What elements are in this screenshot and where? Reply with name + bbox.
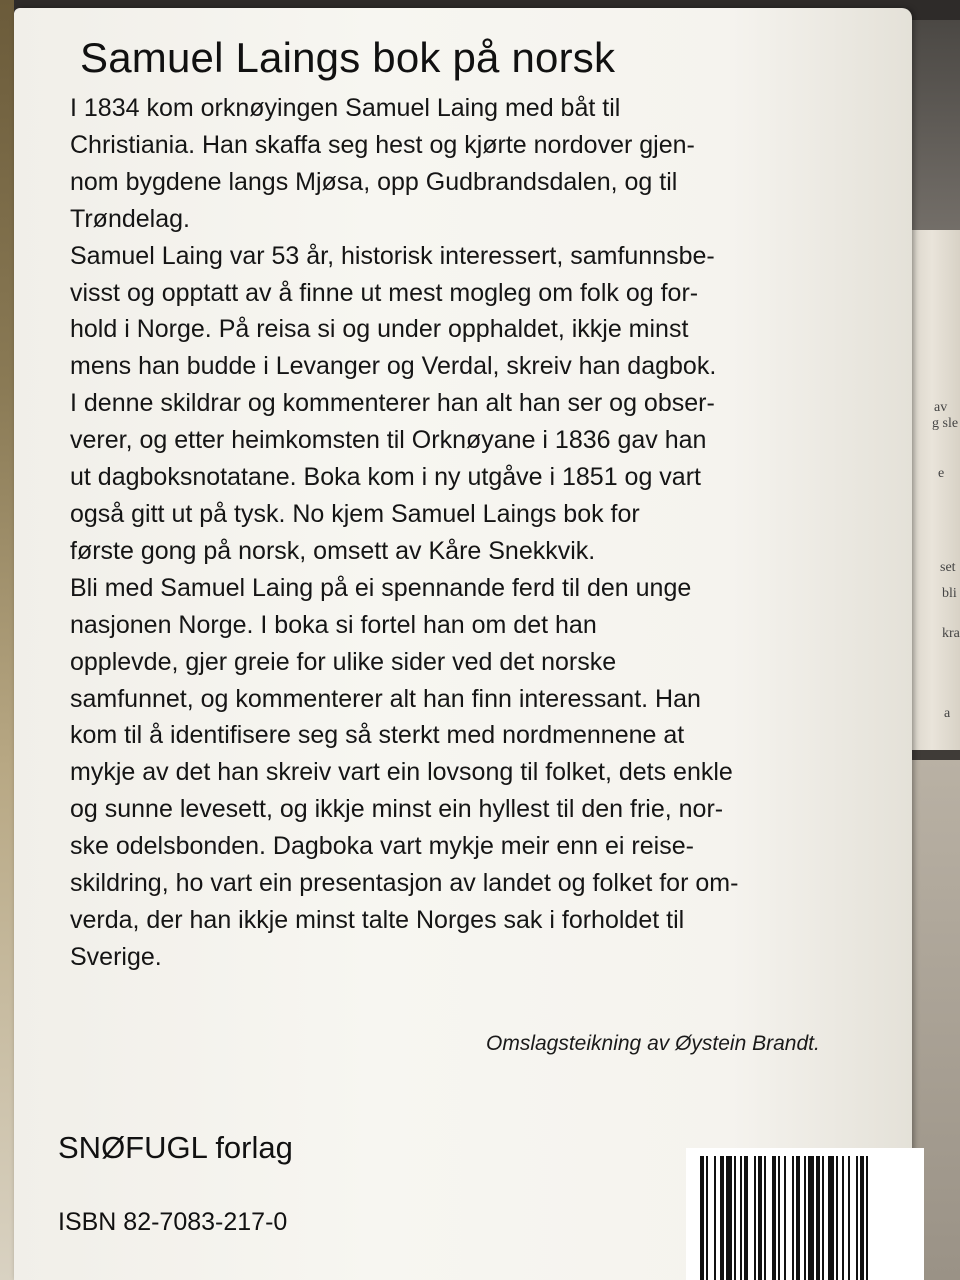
background-fragment: av — [934, 400, 948, 415]
barcode — [686, 1148, 924, 1280]
blurb-line: ut dagboksnotatane. Boka kom i ny utgåve i 1851 og vart — [70, 463, 701, 492]
background-fragment: bli — [942, 586, 957, 601]
blurb-line: I 1834 kom orknøyingen Samuel Laing med båt til — [70, 94, 621, 122]
blurb-line: samfunnet, og kommenterer alt han finn interessant. Han — [70, 684, 701, 713]
blurb-line: også gitt ut på tysk. No kjem Samuel Laings bok for — [70, 499, 640, 528]
background-fragment: g sle — [932, 416, 959, 431]
background-left-edge — [0, 0, 14, 1280]
barcode-graphic — [686, 1148, 924, 1280]
cover-illustration-credit: Omslagsteikning av Øystein Brandt. — [486, 1032, 820, 1055]
blurb-line: nasjonen Norge. I boka si fortel han om det han — [70, 610, 597, 639]
blurb-line: opplevde, gjer greie for ulike sider ved det norske — [70, 647, 617, 676]
blurb-line: Trøndelag. — [70, 204, 190, 233]
blurb-line: verer, og etter heimkomsten til Orknøyane i 1836 gav han — [70, 426, 707, 455]
blurb-line: kom til å identifisere seg så sterkt med nordmennene at — [70, 721, 685, 750]
background-fragment: kra — [942, 626, 960, 641]
blurb-line: nom bygdene langs Mjøsa, opp Gudbrandsdalen, og til — [70, 167, 678, 196]
background-fragment: e — [938, 466, 945, 481]
blurb-line: Bli med Samuel Laing på ei spennande ferd til den unge — [70, 573, 692, 602]
blurb-line: Sverige. — [70, 942, 162, 971]
blurb-line: ske odelsbonden. Dagboka vart mykje meir enn ei reise- — [70, 832, 694, 861]
blurb-text — [70, 90, 860, 976]
blurb-line: I denne skildrar og kommenterer han alt han ser og obser- — [70, 389, 715, 418]
blurb-line: hold i Norge. På reisa si og under opphaldet, ikkje minst — [70, 315, 689, 344]
background-fragment: a — [944, 706, 951, 721]
blurb-line: og sunne levesett, og ikkje minst ein hyllest til den frie, nor- — [70, 795, 724, 824]
isbn-number: ISBN 82-7083-217-0 — [58, 1208, 288, 1236]
book-back-cover — [14, 8, 912, 1280]
blurb-line: skildring, ho vart ein presentasjon av landet og folket for om- — [70, 869, 739, 898]
blurb-line: mykje av det han skreiv vart ein lovsong til folket, dets enkle — [70, 758, 733, 787]
blurb-line: Samuel Laing var 53 år, historisk interessert, samfunnsbe- — [70, 241, 715, 270]
blurb-line: mens han budde i Levanger og Verdal, skreiv han dagbok. — [70, 352, 717, 381]
background-fragment: set — [940, 560, 956, 575]
blurb-line: første gong på norsk, omsett av Kåre Snekkvik. — [70, 536, 596, 565]
publisher-name: SNØFUGL forlag — [58, 1130, 293, 1165]
blurb-line: Christiania. Han skaffa seg hest og kjørte nordover gjen- — [70, 130, 695, 159]
blurb-line: verda, der han ikkje minst talte Norges sak i forholdet til — [70, 905, 685, 934]
blurb-line: visst og opptatt av å finne ut mest mogleg om folk og for- — [70, 278, 699, 307]
book-title: Samuel Laings bok på norsk — [80, 34, 616, 81]
